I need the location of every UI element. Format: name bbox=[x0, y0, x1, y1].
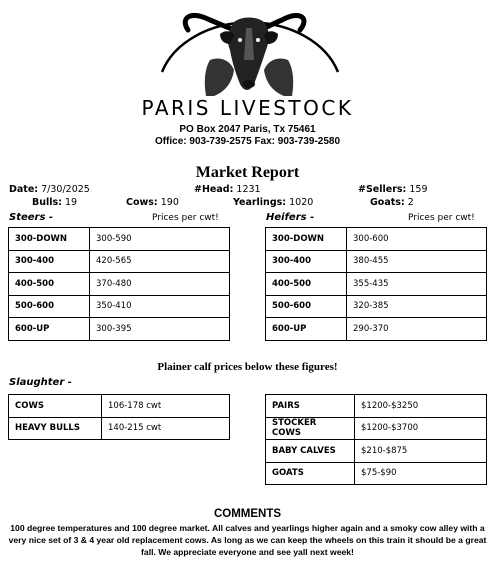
table-row bbox=[266, 250, 487, 273]
price-cell: $210-$875 bbox=[355, 440, 487, 463]
company-logo bbox=[150, 0, 350, 100]
weight-cell: 400-500 bbox=[266, 273, 347, 296]
bulls-field bbox=[32, 197, 77, 208]
table-row bbox=[9, 417, 230, 440]
steers-note: Prices per cwt! bbox=[152, 213, 219, 223]
steers-table bbox=[8, 227, 230, 341]
weight-cell: 500-600 bbox=[9, 295, 90, 318]
goats-field bbox=[370, 197, 414, 208]
goats-value: 2 bbox=[407, 197, 414, 208]
weight-cell: 600-UP bbox=[9, 318, 90, 341]
price-cell: 300-600 bbox=[347, 228, 487, 251]
table-row bbox=[266, 417, 487, 440]
date-value: 7/30/2025 bbox=[41, 184, 90, 195]
price-cell: $75-$90 bbox=[355, 462, 487, 485]
table-row bbox=[9, 318, 230, 341]
price-cell: 320-385 bbox=[347, 295, 487, 318]
date-label: Date: bbox=[9, 184, 39, 195]
head-label: #Head: bbox=[194, 184, 234, 195]
class-cell: STOCKER COWS bbox=[266, 417, 355, 440]
table-row bbox=[266, 440, 487, 463]
table-row bbox=[266, 228, 487, 251]
weight-cell: 500-600 bbox=[266, 295, 347, 318]
comments-title: COMMENTS bbox=[213, 508, 282, 520]
bull-icon bbox=[150, 0, 350, 100]
table-row bbox=[266, 318, 487, 341]
company-name: PARIS LIVESTOCK bbox=[141, 96, 354, 120]
cows-field bbox=[126, 197, 179, 208]
price-cell: 106-178 cwt bbox=[102, 395, 230, 418]
table-row bbox=[266, 295, 487, 318]
weight-cell: 300-DOWN bbox=[266, 228, 347, 251]
class-cell: GOATS bbox=[266, 462, 355, 485]
date-field bbox=[9, 184, 90, 195]
price-cell: 380-455 bbox=[347, 250, 487, 273]
table-row bbox=[266, 273, 487, 296]
slaughter-table bbox=[8, 394, 230, 440]
weight-cell: 300-DOWN bbox=[9, 228, 90, 251]
heifers-note: Prices per cwt! bbox=[408, 213, 475, 223]
other-prices-table bbox=[265, 394, 487, 485]
price-cell: 420-565 bbox=[90, 250, 230, 273]
price-cell: $1200-$3700 bbox=[355, 417, 487, 440]
report-title: Market Report bbox=[195, 164, 300, 181]
weight-cell: 300-400 bbox=[9, 250, 90, 273]
price-cell: 290-370 bbox=[347, 318, 487, 341]
weight-cell: 600-UP bbox=[266, 318, 347, 341]
head-field bbox=[194, 184, 261, 195]
goats-label: Goats: bbox=[370, 197, 405, 208]
price-cell: 300-395 bbox=[90, 318, 230, 341]
bulls-value: 19 bbox=[65, 197, 78, 208]
price-cell: $1200-$3250 bbox=[355, 395, 487, 418]
price-cell: 350-410 bbox=[90, 295, 230, 318]
price-cell: 355-435 bbox=[347, 273, 487, 296]
plainer-note: Plainer calf prices below these figures! bbox=[157, 361, 338, 373]
heifers-table bbox=[265, 227, 487, 341]
cows-value: 190 bbox=[160, 197, 179, 208]
table-row bbox=[9, 228, 230, 251]
table-row bbox=[9, 273, 230, 296]
table-row bbox=[266, 462, 487, 485]
price-cell: 140-215 cwt bbox=[102, 417, 230, 440]
weight-cell: 400-500 bbox=[9, 273, 90, 296]
weight-cell: 300-400 bbox=[266, 250, 347, 273]
price-cell: 300-590 bbox=[90, 228, 230, 251]
yearlings-label: Yearlings: bbox=[233, 197, 287, 208]
table-row bbox=[9, 250, 230, 273]
heifers-label: Heifers - bbox=[266, 212, 315, 223]
steers-label: Steers - bbox=[9, 212, 54, 223]
class-cell: BABY CALVES bbox=[266, 440, 355, 463]
slaughter-label: Slaughter - bbox=[9, 377, 72, 388]
table-row bbox=[9, 395, 230, 418]
yearlings-value: 1020 bbox=[289, 197, 314, 208]
cows-label: Cows: bbox=[126, 197, 158, 208]
sellers-value: 159 bbox=[409, 184, 428, 195]
sellers-label: #Sellers: bbox=[358, 184, 407, 195]
comments-body: 100 degree temperatures and 100 degree market. All calves and yearlings higher again and a smoky cow alley with a very nice set of 3 & 4 year old replacement cows. As long as we can keep the wheels on this train it should be a great fall. We appreciate everyone and see yall next week! bbox=[8, 523, 487, 557]
class-cell: PAIRS bbox=[266, 395, 355, 418]
yearlings-field bbox=[233, 197, 313, 208]
sellers-field bbox=[358, 184, 428, 195]
bulls-label: Bulls: bbox=[32, 197, 62, 208]
class-cell: COWS bbox=[9, 395, 102, 418]
head-value: 1231 bbox=[236, 184, 261, 195]
price-cell: 370-480 bbox=[90, 273, 230, 296]
table-row bbox=[266, 395, 487, 418]
company-phones: Office: 903-739-2575 Fax: 903-739-2580 bbox=[154, 136, 341, 147]
table-row bbox=[9, 295, 230, 318]
company-address: PO Box 2047 Paris, Tx 75461 bbox=[179, 124, 316, 135]
class-cell: HEAVY BULLS bbox=[9, 417, 102, 440]
